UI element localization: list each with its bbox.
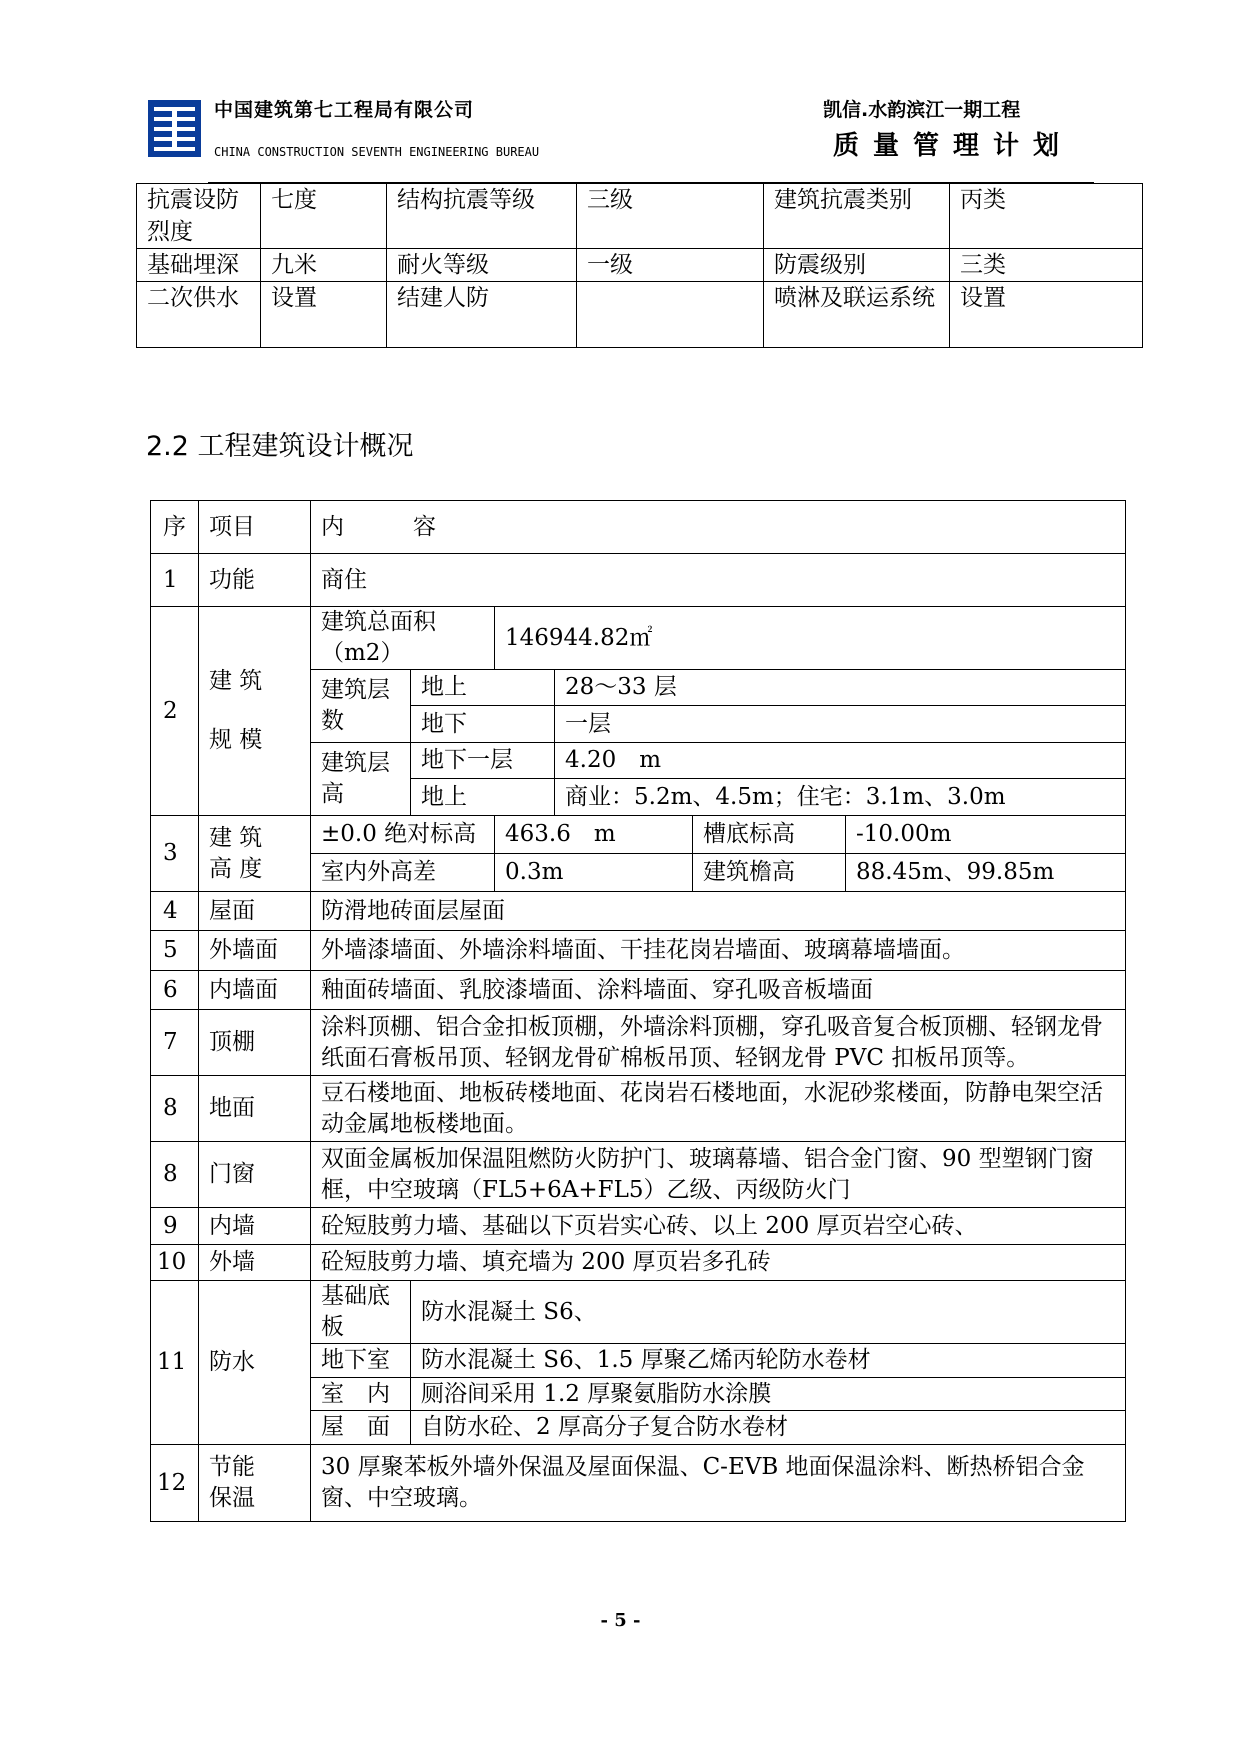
row-no: 10 [151,1245,199,1281]
row-item-line: 保温 [209,1485,255,1511]
abs-elev-label: ±0.0 绝对标高 [311,816,495,854]
above2-label: 地上 [411,779,555,816]
row-no: 3 [151,816,199,892]
waterproof-value: 厕浴间采用 1.2 厚聚氨脂防水涂膜 [411,1378,1126,1411]
row-content: 砼短肢剪力墙、基础以下页岩实心砖、以上 200 厚页岩空心砖、 [311,1208,1126,1245]
row-content: 外墙漆墙面、外墙涂料墙面、干挂花岗岩墙面、玻璃幕墙墙面。 [311,931,1126,971]
header-no: 序 [151,501,199,554]
row-no: 12 [151,1445,199,1522]
abs-elev-value: 463.6 m [495,816,693,854]
row-content: 30 厚聚苯板外墙外保温及屋面保温、C-EVB 地面保温涂料、断热桥铝合金窗、中空玻璃。 [311,1445,1126,1522]
row-no: 2 [151,607,199,816]
basement-value: 4.20 m [555,743,1126,779]
row-content: 釉面砖墙面、乳胶漆墙面、涂料墙面、穿孔吸音板墙面 [311,971,1126,1010]
table-cell: 丙类 [950,184,1143,249]
table-cell: 结构抗震等级 [387,184,577,249]
row-item-line: 节能 [209,1454,255,1480]
table-row [151,1142,1126,1208]
row-item: 地面 [199,1076,311,1142]
table-row [151,1245,1126,1281]
row-content: 豆石楼地面、地板砖楼地面、花岗岩石楼地面，水泥砂浆楼面，防静电架空活动金属地板楼地面。 [311,1076,1126,1142]
row-content: 砼短肢剪力墙、填充墙为 200 厚页岩多孔砖 [311,1245,1126,1281]
section-heading: 2.2 工程建筑设计概况 [146,431,414,462]
row-no: 5 [151,931,199,971]
row-content: 防滑地砖面层屋面 [311,892,1126,931]
eave-value: 88.45m、99.85m [846,854,1126,892]
row-no: 8 [151,1142,199,1208]
area-value: 146944.82㎡ [495,607,1126,670]
row-no: 7 [151,1010,199,1076]
row-content: 涂料顶棚、铝合金扣板顶棚，外墙涂料顶棚，穿孔吸音复合板顶棚、轻钢龙骨纸面石膏板吊顶、轻钢龙骨矿棉板吊顶、轻钢龙骨 PVC 扣板吊顶等。 [311,1010,1126,1076]
seismic-info-table [136,183,1143,348]
table-row [151,1281,1126,1344]
page-number: - 5 - [600,1610,641,1631]
table-row [137,184,1143,249]
row-no: 8 [151,1076,199,1142]
table-cell: 防震级别 [764,249,950,282]
table-cell: 结建人防 [387,282,577,348]
basement-label: 地下一层 [411,743,555,779]
row-content: 双面金属板加保温阻燃防火防护门、玻璃幕墙、铝合金门窗、90 型塑钢门窗框，中空玻璃（FL5+6A+FL5）乙级、丙级防火门 [311,1142,1126,1208]
table-cell: 三级 [577,184,764,249]
table-cell: 建筑抗震类别 [764,184,950,249]
table-row [151,892,1126,931]
row-item: 顶棚 [199,1010,311,1076]
row-no: 4 [151,892,199,931]
company-name-en: CHINA CONSTRUCTION SEVENTH ENGINEERING BUREAU [214,145,540,159]
row-no: 11 [151,1281,199,1445]
waterproof-label: 基础底板 [311,1281,411,1344]
table-cell: 耐火等级 [387,249,577,282]
row-item: 外墙 [199,1245,311,1281]
row-item-line: 建 筑 [209,824,263,851]
row-item [199,607,311,816]
waterproof-label: 地下室 [311,1344,411,1378]
row-item: 屋面 [199,892,311,931]
table-cell: 基础埋深 [137,249,261,282]
waterproof-value: 防水混凝土 S6、 [411,1281,1126,1344]
above-value: 28～33 层 [555,670,1126,706]
table-row [151,1208,1126,1245]
waterproof-label: 屋 面 [311,1411,411,1445]
eave-label: 建筑檐高 [693,854,846,892]
table-row [137,249,1143,282]
table-row [151,816,1126,854]
below-label: 地下 [411,706,555,743]
table-cell: 一级 [577,249,764,282]
row-item-line: 高 度 [209,855,263,882]
above2-value: 商业：5.2m、4.5m；住宅：3.1m、3.0m [555,779,1126,816]
table-cell [577,282,764,348]
row-item: 门窗 [199,1142,311,1208]
table-cell: 三类 [950,249,1143,282]
header-content: 内 容 [311,501,1126,554]
table-cell: 抗震设防烈度 [137,184,261,249]
table-row [151,607,1126,670]
table-row [151,1076,1126,1142]
waterproof-label: 室 内 [311,1378,411,1411]
header-item: 项目 [199,501,311,554]
company-logo [148,100,201,157]
row-no: 9 [151,1208,199,1245]
table-row [151,1010,1126,1076]
area-label: 建筑总面积（m2） [311,607,495,670]
table-row [137,282,1143,348]
below-value: 一层 [555,706,1126,743]
table-row [151,554,1126,607]
table-cell: 二次供水 [137,282,261,348]
architecture-overview-table [150,500,1126,1522]
row-item-line: 建 筑 [209,668,263,694]
table-cell: 设置 [261,282,387,348]
row-item [199,1445,311,1522]
row-item: 内墙 [199,1208,311,1245]
above-label: 地上 [411,670,555,706]
floors-label: 建筑层数 [311,670,411,743]
company-name-cn: 中国建筑第七工程局有限公司 [214,99,475,121]
table-cell: 喷淋及联运系统 [764,282,950,348]
row-content: 商住 [311,554,1126,607]
table-cell: 九米 [261,249,387,282]
trough-label: 槽底标高 [693,816,846,854]
row-no: 6 [151,971,199,1010]
document-title: 质量管理计划 [833,131,1074,161]
table-header-row [151,501,1126,554]
height-diff-label: 室内外高差 [311,854,495,892]
table-row [151,971,1126,1010]
row-item: 外墙面 [199,931,311,971]
row-item: 功能 [199,554,311,607]
height-label: 建筑层高 [311,743,411,816]
table-cell: 七度 [261,184,387,249]
table-cell: 设置 [950,282,1143,348]
project-name: 凯信.水韵滨江一期工程 [823,99,1021,121]
row-item: 内墙面 [199,971,311,1010]
row-no: 1 [151,554,199,607]
waterproof-value: 防水混凝土 S6、1.5 厚聚乙烯丙轮防水卷材 [411,1344,1126,1378]
table-row [151,1445,1126,1522]
table-row [151,931,1126,971]
trough-value: -10.00m [846,816,1126,854]
waterproof-value: 自防水砼、2 厚高分子复合防水卷材 [411,1411,1126,1445]
row-item-line: 规 模 [209,727,263,753]
row-item: 防水 [199,1281,311,1445]
height-diff-value: 0.3m [495,854,693,892]
row-item [199,816,311,892]
